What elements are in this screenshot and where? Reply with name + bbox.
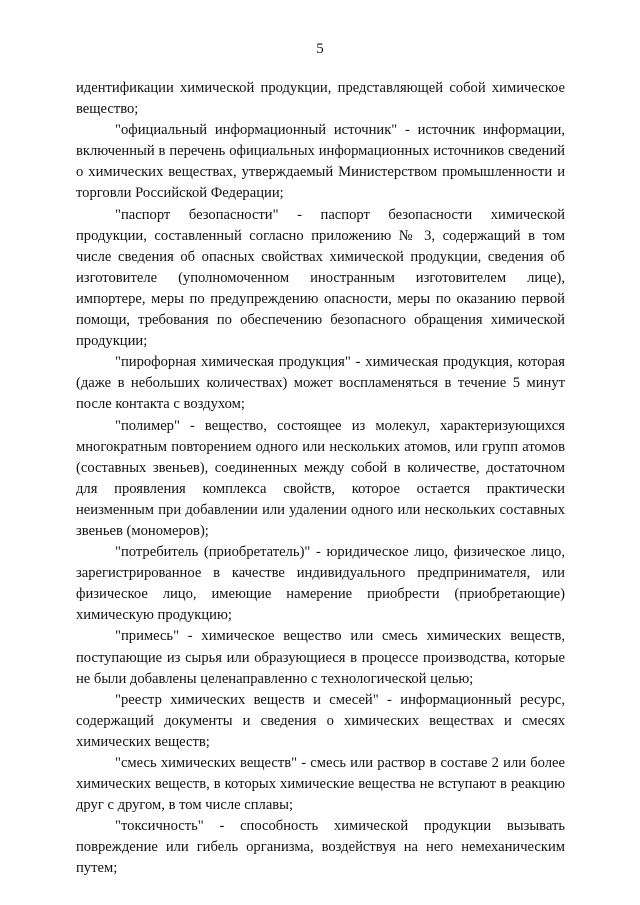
definition-impurity: "примесь" - химическое вещество или смесь химических веществ, поступающие из сырья или образующиеся в процессе производства, которые не были добавлены целенаправленно с технологической целью; (76, 628, 565, 687)
definition-toxicity: "токсичность" - способность химической продукции вызывать повреждение или гибель организма, воздействуя на него немеханическим путем; (76, 818, 565, 877)
definition-polymer: "полимер" - вещество, состоящее из молекул, характеризующихся многократным повторением одного или нескольких атомов, или групп атомов (составных звеньев), соединенных между собой в количестве, достаточном для проявления комплекса свойств, которое остается практически неизменным при добавлении или удалении одного или нескольких составных звеньев (мономеров); (76, 417, 565, 539)
definition-safety-data-sheet: "паспорт безопасности" - паспорт безопасности химической продукции, составленный согласно приложению № 3, содержащий в том числе сведения об опасных свойствах химической продукции, сведения об изготовителе (уполномоченном иностранным изготовителем лице), импортере, меры по предупреждению опасности, меры по оказанию первой помощи, требования по обеспечению безопасного обращения химической продукции; (76, 206, 565, 350)
definition-official-info-source: "официальный информационный источник" - источник информации, включенный в перечень официальных информационных источников сведений о химических веществах, утверждаемый Министерством промышленности и торговли Российской Федерации; (76, 122, 565, 202)
definition-pyrophoric-product: "пирофорная химическая продукция" - химическая продукция, которая (даже в небольших количествах) может воспламеняться в течение 5 минут после контакта с воздухом; (76, 354, 565, 413)
document-body (76, 78, 565, 880)
definition-consumer: "потребитель (приобретатель)" - юридическое лицо, физическое лицо, зарегистрированное в качестве индивидуального предпринимателя, или физическое лицо, имеющие намерение приобрести (приобретающие) химическую продукцию; (76, 544, 565, 624)
definition-mixture: "смесь химических веществ" - смесь или раствор в составе 2 или более химических веществ, в которых химические вещества не вступают в реакцию друг с другом, в том числе сплавы; (76, 755, 565, 814)
definition-registry: "реестр химических веществ и смесей" - информационный ресурс, содержащий документы и сведения о химических веществах и смесях химических веществ; (76, 691, 565, 750)
page-number: 5 (316, 41, 324, 57)
paragraph-continuation: идентификации химической продукции, представляющей собой химическое вещество; (76, 80, 565, 118)
